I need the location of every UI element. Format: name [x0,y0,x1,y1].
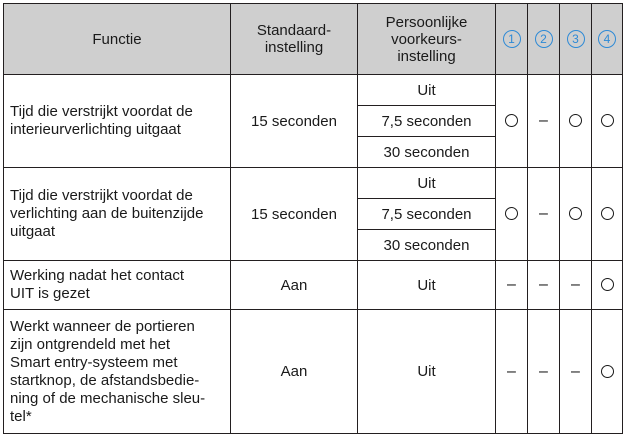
method-1-mark [496,261,528,310]
method-2-number: 2 [535,30,553,48]
function-text: ning of de mechanische sleu- [10,389,206,407]
function-cell [4,261,231,310]
header-function: Functie [4,4,231,75]
available-circle-icon [505,207,518,220]
function-text: uitgaat [10,223,56,240]
function-text: Werkt wanneer de portieren [10,317,195,335]
option-value: 7,5 seconden [358,106,496,137]
option-value: 7,5 seconden [358,199,496,230]
header-default-line1: Standaard- [256,22,332,39]
function-cell [4,310,231,434]
default-value: Aan [231,261,358,310]
default-value: Aan [231,310,358,434]
header-custom-line2: voorkeurs- [391,30,462,48]
header-method-1 [496,4,528,75]
header-method-3 [560,4,592,75]
method-4-mark [592,75,623,168]
function-text: tel* [10,407,32,425]
header-default [231,4,358,75]
method-4-mark [592,261,623,310]
header-custom [358,4,496,75]
function-text: Tijd die verstrijkt voordat de [10,187,193,204]
unavailable-dash-icon: – [507,276,516,293]
available-circle-icon [601,278,614,291]
method-1-mark [496,310,528,434]
method-2-mark [528,310,560,434]
option-value: Uit [358,168,496,199]
option-value: Uit [358,75,496,106]
unavailable-dash-icon: – [571,362,580,380]
table-row [4,168,623,199]
method-1-mark [496,75,528,168]
method-1-mark [496,168,528,261]
header-row [4,4,623,75]
function-text: interieurverlichting uitgaat [10,121,181,138]
default-value: 15 seconden [231,168,358,261]
method-3-mark [560,310,592,434]
table-row [4,310,623,434]
method-4-number: 4 [598,30,616,48]
option-value: 30 seconden [358,137,496,168]
method-1-number: 1 [503,30,521,48]
option-value: Uit [358,261,496,310]
method-2-mark [528,75,560,168]
table-row [4,75,623,106]
method-3-mark [560,168,592,261]
unavailable-dash-icon: – [571,276,580,293]
header-default-line2: instelling [264,39,324,56]
function-text: Tijd die verstrijkt voordat de [10,103,193,120]
available-circle-icon [601,114,614,127]
header-custom-line3: instelling [397,47,456,65]
method-2-mark [528,168,560,261]
option-value: 30 seconden [358,230,496,261]
function-text: Smart entry-systeem met [10,353,178,371]
method-3-number: 3 [567,30,585,48]
available-circle-icon [601,365,614,378]
function-text: startknop, de afstandsbedie- [10,371,200,389]
function-text: UIT is gezet [10,285,90,302]
table-row [4,261,623,310]
unavailable-dash-icon: – [539,362,548,380]
available-circle-icon [569,114,582,127]
function-text: Werking nadat het contact [10,267,184,284]
method-3-mark [560,261,592,310]
method-4-mark [592,310,623,434]
function-cell [4,168,231,261]
available-circle-icon [601,207,614,220]
header-custom-line1: Persoonlijke [385,13,468,31]
header-method-2 [528,4,560,75]
unavailable-dash-icon: – [539,276,548,293]
available-circle-icon [569,207,582,220]
unavailable-dash-icon: – [507,362,516,380]
unavailable-dash-icon: – [539,112,548,129]
option-value: Uit [358,310,496,434]
unavailable-dash-icon: – [539,205,548,222]
available-circle-icon [505,114,518,127]
function-text: verlichting aan de buitenzijde [10,205,204,222]
method-2-mark [528,261,560,310]
function-cell [4,75,231,168]
method-3-mark [560,75,592,168]
method-4-mark [592,168,623,261]
header-method-4 [592,4,623,75]
customization-table [3,3,623,434]
default-value: 15 seconden [231,75,358,168]
function-text: zijn ontgrendeld met het [10,335,171,353]
settings-table-container [3,3,623,434]
